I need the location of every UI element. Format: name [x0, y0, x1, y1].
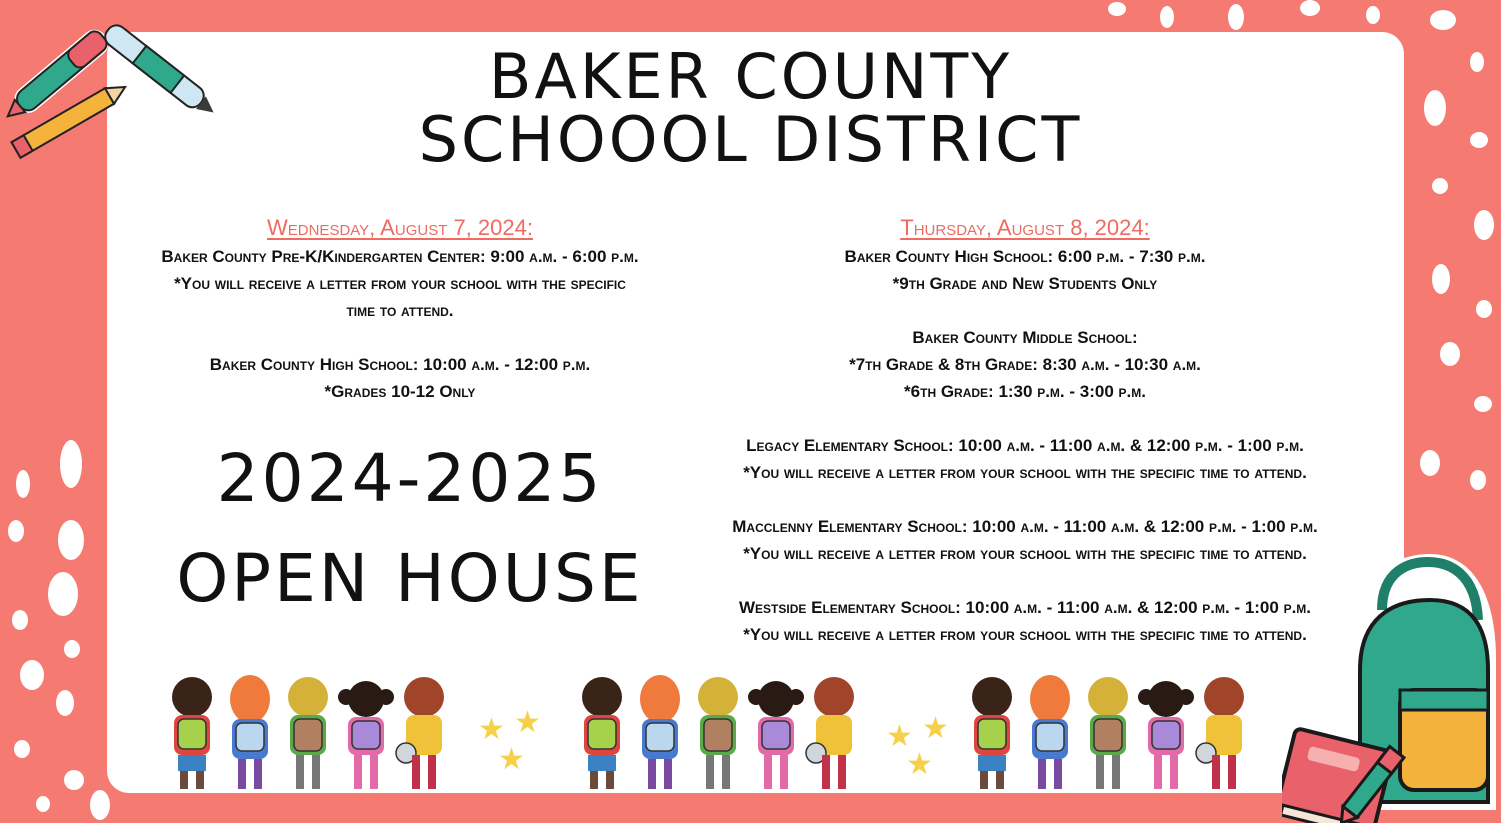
schedule-line: *Grades 10-12 Only	[324, 382, 476, 401]
star-icon: ★	[478, 713, 505, 746]
thursday-header: Thursday, August 8, 2024:	[900, 215, 1150, 240]
event-name: OPEN HOUSE	[176, 540, 644, 617]
title-line2: SCHOOOL DISTRICT	[418, 103, 1083, 176]
schedule-line: *You will receive a letter from your school with the specific time to attend.	[743, 544, 1307, 563]
star-icon: ★	[514, 706, 541, 739]
event-years: 2024-2025	[216, 440, 604, 517]
page-title	[0, 40, 1501, 176]
schedule-line: Baker County High School: 10:00 a.m. - 12:00 p.m.	[209, 355, 591, 374]
schedule-line: Westside Elementary School: 10:00 a.m. - 11:00 a.m. & 12:00 p.m. - 1:00 p.m.	[738, 598, 1312, 617]
wednesday-header: Wednesday, August 7, 2024:	[267, 215, 533, 240]
pencil-icon	[1340, 730, 1430, 823]
schedule-line: Baker County Middle School:	[912, 328, 1138, 347]
schedule-line: *You will receive a letter from your school with the specific time to attend.	[743, 625, 1307, 644]
star-icon: ★	[498, 743, 525, 776]
schedule-line: Baker County Pre-K/Kindergarten Center: 9:00 a.m. - 6:00 p.m.	[161, 247, 639, 266]
kids-group-3	[960, 675, 1250, 795]
schedule-line: Baker County High School: 6:00 p.m. - 7:30 p.m.	[844, 247, 1206, 266]
schedule-line: *9th Grade and New Students Only	[892, 274, 1158, 293]
kids-group-1	[160, 675, 450, 795]
schedule-line: Legacy Elementary School: 10:00 a.m. - 11:00 a.m. & 12:00 p.m. - 1:00 p.m.	[746, 436, 1304, 455]
schedule-line: *You will receive a letter from your school with the specific	[174, 274, 626, 293]
star-icon: ★	[906, 748, 933, 781]
schedule-line: *7th Grade & 8th Grade: 8:30 a.m. - 10:30 a.m.	[849, 355, 1201, 374]
title-line1: BAKER COUNTY	[488, 40, 1013, 113]
star-icon: ★	[886, 720, 913, 753]
schedule-line: *6th Grade: 1:30 p.m. - 3:00 p.m.	[904, 382, 1146, 401]
schedule-line: *You will receive a letter from your school with the specific time to attend.	[743, 463, 1307, 482]
schedule-line: Macclenny Elementary School: 10:00 a.m. - 11:00 a.m. & 12:00 p.m. - 1:00 p.m.	[732, 517, 1318, 536]
wednesday-schedule	[130, 214, 670, 405]
thursday-schedule	[700, 214, 1350, 648]
schedule-line: time to attend.	[346, 301, 454, 320]
star-icon: ★	[922, 712, 949, 745]
kids-group-2	[570, 675, 860, 795]
